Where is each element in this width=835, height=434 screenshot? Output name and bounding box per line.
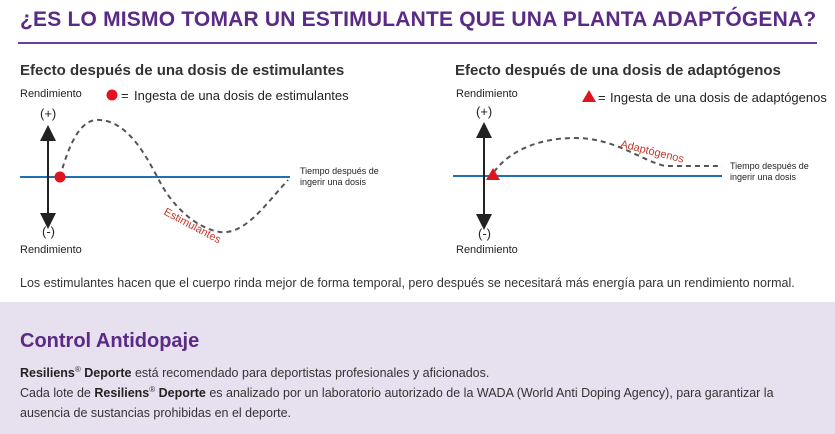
- left-x-axis-label-line1: Tiempo después de: [300, 166, 379, 176]
- stimulant-curve-label: Estimulantes: [161, 206, 223, 247]
- left-y-top-label: Rendimiento: [20, 88, 82, 100]
- product-name-2: Deporte: [155, 386, 206, 401]
- registered-mark-2: ®: [149, 385, 156, 394]
- product-name: Deporte: [80, 366, 132, 381]
- adaptogen-dose-marker: [486, 168, 500, 180]
- stimulant-subtitle: Efecto después de una dosis de estimulantes: [20, 62, 345, 79]
- right-y-top-label: Rendimiento: [456, 88, 518, 100]
- left-x-axis-label-line2: ingerir una dosis: [300, 177, 367, 187]
- anti-doping-title: Control Antidopaje: [20, 330, 200, 352]
- right-y-top-sign: (+): [476, 104, 493, 119]
- adaptogen-diagram: [453, 90, 722, 222]
- right-y-bottom-sign: (-): [478, 226, 491, 241]
- brand-name: Resiliens: [20, 366, 75, 381]
- comparison-caption: Los estimulantes hacen que el cuerpo rinda mejor de forma temporal, pero después se necesitará más energía para un rendimiento normal.: [20, 276, 795, 290]
- page-title: ¿ES LO MISMO TOMAR UN ESTIMULANTE QUE UNA PLANTA ADAPTÓGENA?: [20, 8, 817, 31]
- right-x-axis-label-line1: Tiempo después de: [730, 161, 809, 171]
- left-y-top-sign: (+): [40, 106, 57, 121]
- registered-mark: ®: [74, 365, 81, 374]
- adaptogen-curve-label: Adaptógenos: [619, 138, 686, 166]
- right-x-axis-label-line2: ingerir una dosis: [730, 172, 797, 182]
- adaptogen-subtitle: Efecto después de una dosis de adaptógenos: [455, 62, 781, 79]
- adaptogen-legend-text: Ingesta de una dosis de adaptógenos: [610, 90, 827, 105]
- right-y-bottom-label: Rendimiento: [456, 244, 518, 256]
- stimulant-legend-text: Ingesta de una dosis de estimulantes: [134, 88, 349, 103]
- left-legend-eq: =: [121, 88, 129, 103]
- left-x-axis-label: [300, 166, 379, 188]
- brand-name-2: Resiliens: [94, 386, 150, 401]
- stimulant-diagram: [20, 90, 290, 247]
- left-y-bottom-label: Rendimiento: [20, 244, 82, 256]
- anti-doping-line2: [20, 380, 815, 423]
- right-legend-eq: =: [598, 90, 606, 105]
- stimulant-dose-marker: [55, 172, 66, 183]
- adaptogen-legend-marker: [582, 90, 596, 102]
- line1-text: está recomendado para deportistas profesionales y aficionados.: [131, 366, 490, 381]
- right-x-axis-label: [730, 161, 809, 183]
- stimulant-legend-marker: [107, 90, 118, 101]
- line2-start: Cada lote de: [20, 386, 95, 401]
- adaptogen-curve: [494, 138, 722, 172]
- line2-text: es analizado por un laboratorio autorizado de la WADA (World Anti Doping Agency), para garantizar la ausencia de sustancias prohibidas en el deporte.: [20, 386, 774, 421]
- left-y-bottom-sign: (-): [42, 224, 55, 239]
